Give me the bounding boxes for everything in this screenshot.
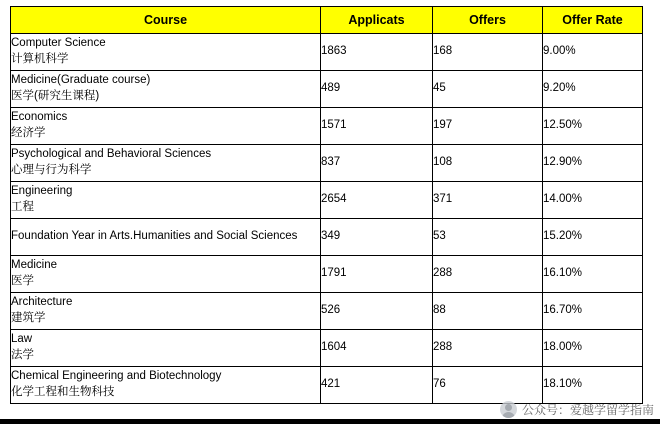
table-row xyxy=(11,182,643,219)
cell-applicats: 1791 xyxy=(321,256,433,293)
cell-course xyxy=(11,293,321,330)
cell-course xyxy=(11,34,321,71)
cell-offers: 45 xyxy=(433,71,543,108)
cell-offers: 371 xyxy=(433,182,543,219)
cell-applicats: 1863 xyxy=(321,34,433,71)
cell-applicats: 421 xyxy=(321,367,433,404)
cell-offer-rate: 12.50% xyxy=(543,108,643,145)
cell-offer-rate: 18.10% xyxy=(543,367,643,404)
course-name-cn: 工程 xyxy=(11,201,34,213)
cell-course xyxy=(11,256,321,293)
cell-offers: 288 xyxy=(433,256,543,293)
course-name-cn: 化学工程和生物科技 xyxy=(11,386,115,398)
cell-course xyxy=(11,182,321,219)
cell-applicats: 349 xyxy=(321,219,433,256)
cell-offer-rate: 18.00% xyxy=(543,330,643,367)
course-name-en: Law xyxy=(11,333,33,346)
course-name-cn: 医学(研究生课程) xyxy=(11,90,100,102)
cell-offer-rate: 9.20% xyxy=(543,71,643,108)
table-row xyxy=(11,71,643,108)
table-row xyxy=(11,293,643,330)
table-row xyxy=(11,145,643,182)
cell-offers: 288 xyxy=(433,330,543,367)
course-name-en: Engineering xyxy=(11,185,73,198)
cell-offers: 88 xyxy=(433,293,543,330)
course-statistics-table xyxy=(10,6,643,404)
cell-offer-rate: 16.10% xyxy=(543,256,643,293)
cell-offer-rate: 9.00% xyxy=(543,34,643,71)
cell-applicats: 837 xyxy=(321,145,433,182)
table-row xyxy=(11,219,643,256)
course-name-en: Computer Science xyxy=(11,37,106,50)
cell-course xyxy=(11,219,321,256)
table-row xyxy=(11,34,643,71)
bottom-bar xyxy=(0,419,660,424)
cell-course xyxy=(11,145,321,182)
cell-applicats: 526 xyxy=(321,293,433,330)
cell-offers: 197 xyxy=(433,108,543,145)
cell-applicats: 2654 xyxy=(321,182,433,219)
document-page xyxy=(0,6,660,424)
cell-applicats: 1571 xyxy=(321,108,433,145)
cell-offers: 108 xyxy=(433,145,543,182)
column-header-offers: Offers xyxy=(433,7,543,34)
course-name-cn: 心理与行为科学 xyxy=(11,164,92,176)
watermark-text: 公众号：爱越学留学指南 xyxy=(521,403,654,417)
table-row xyxy=(11,108,643,145)
cell-applicats: 489 xyxy=(321,71,433,108)
course-name-en: Foundation Year in Arts.Humanities and Social Sciences xyxy=(11,230,298,243)
cell-offers: 168 xyxy=(433,34,543,71)
course-name-en: Architecture xyxy=(11,296,73,309)
cell-applicats: 1604 xyxy=(321,330,433,367)
table-header xyxy=(11,7,643,34)
course-name-cn: 法学 xyxy=(11,349,34,361)
cell-course xyxy=(11,108,321,145)
column-header-applicats: Applicats xyxy=(321,7,433,34)
table-row xyxy=(11,367,643,404)
course-name-en: Medicine xyxy=(11,259,58,272)
table-row xyxy=(11,330,643,367)
cell-course xyxy=(11,71,321,108)
course-name-en: Medicine(Graduate course) xyxy=(11,74,151,87)
course-name-en: Economics xyxy=(11,111,68,124)
cell-offers: 76 xyxy=(433,367,543,404)
course-name-en: Chemical Engineering and Biotechnology xyxy=(11,370,222,383)
course-name-cn: 计算机科学 xyxy=(11,53,69,65)
course-name-cn: 经济学 xyxy=(11,127,46,139)
column-header-course: Course xyxy=(11,7,321,34)
column-header-offer-rate: Offer Rate xyxy=(543,7,643,34)
cell-offer-rate: 12.90% xyxy=(543,145,643,182)
header-row xyxy=(11,7,643,34)
cell-course xyxy=(11,367,321,404)
cell-offer-rate: 16.70% xyxy=(543,293,643,330)
course-name-cn: 建筑学 xyxy=(11,312,46,324)
cell-course xyxy=(11,330,321,367)
course-name-cn: 医学 xyxy=(11,275,34,287)
cell-offer-rate: 15.20% xyxy=(543,219,643,256)
cell-offers: 53 xyxy=(433,219,543,256)
cell-offer-rate: 14.00% xyxy=(543,182,643,219)
course-name-en: Psychological and Behavioral Sciences xyxy=(11,148,212,161)
table-body xyxy=(11,34,643,404)
table-row xyxy=(11,256,643,293)
